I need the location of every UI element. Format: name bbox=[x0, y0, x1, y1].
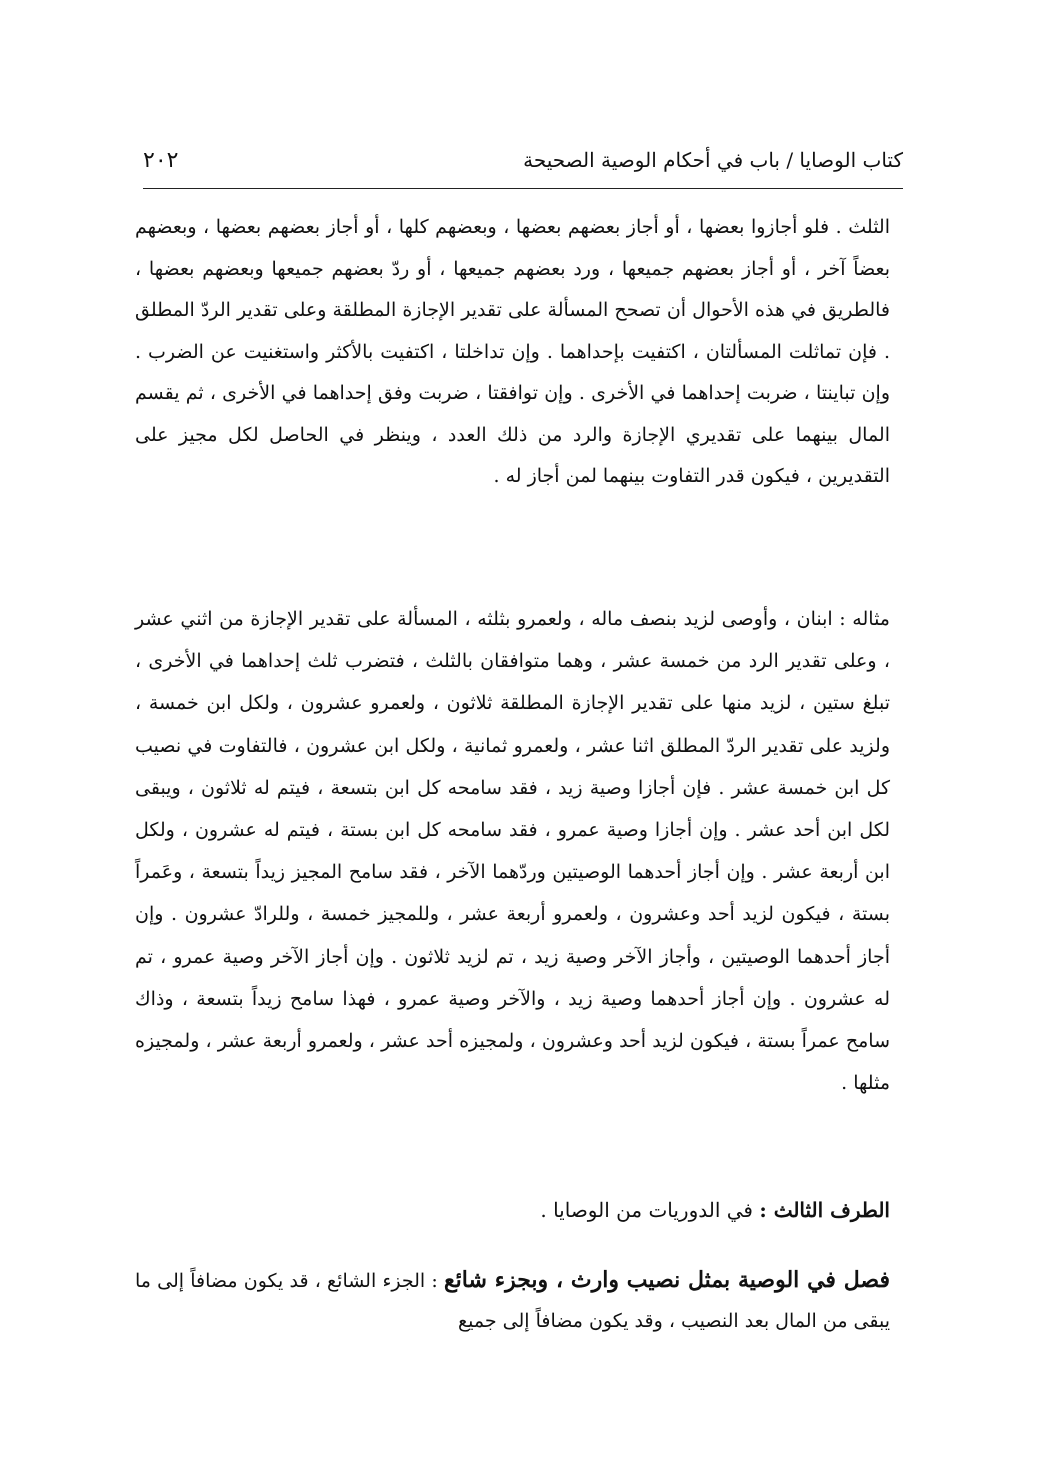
chapter-heading: فصل في الوصية بمثل نصيب وارث ، وبجزء شائع bbox=[443, 1267, 890, 1293]
paragraph-2: مثاله : ابنان ، وأوصى لزيد بنصف ماله ، ولعمرو بثلثه ، المسألة على تقدير الإجازة من اثني عشر ، وعلى تقدير الرد من خمسة عشر ، وهما متوافقان بالثلث ، فتضرب ثلث إحداهما في الأخرى ، تبلغ ستين ، لزيد منها على تقدير الإجازة المطلقة ثلاثون ، ولعمرو عشرون ، ولكل ابن خمسة ، ولزيد على تقدير الردّ المطلق اثنا عشر ، ولعمرو ثمانية ، ولكل ابن عشرون ، فالتفاوت في نصيب كل ابن خمسة عشر . فإن أجازا وصية زيد ، فقد سامحه كل ابن بتسعة ، فيتم له ثلاثون ، ويبقى لكل ابن أحد عشر . وإن أجازا وصية عمرو ، فقد سامحه كل ابن بستة ، فيتم له عشرون ، ولكل ابن أربعة عشر . وإن أجاز أحدهما الوصيتين وردّهما الآخر ، فقد سامح المجيز زيداً بتسعة ، وعَمراً بستة ، فيكون لزيد أحد وعشرون ، ولعمرو أربعة عشر ، وللمجيز خمسة ، وللرادّ عشرون . وإن أجاز أحدهما الوصيتين ، وأجاز الآخر وصية زيد ، تم لزيد ثلاثون . وإن أجاز الآخر وصية عمرو ، تم له عشرون . وإن أجاز أحدهما وصية زيد ، والآخر وصية عمرو ، فهذا سامح زيداً بتسعة ، وذاك سامح عمراً بستة ، فيكون لزيد أحد وعشرون ، ولمجيزه أحد عشر ، ولعمرو أربعة عشر ، ولمجيزه مثلها . bbox=[135, 608, 890, 1095]
page-number: ٢٠٢ bbox=[143, 148, 179, 173]
paragraph-chapter bbox=[135, 1260, 890, 1341]
header-divider bbox=[143, 188, 903, 189]
section-heading-label: الطرف الثالث : bbox=[759, 1198, 890, 1222]
section-heading-text: في الدوريات من الوصايا . bbox=[540, 1198, 760, 1222]
running-head: كتاب الوصايا / باب في أحكام الوصية الصحيحة bbox=[523, 148, 903, 172]
chapter-text: : الجزء الشائع ، قد يكون مضافاً إلى ما يبقى من المال بعد النصيب ، وقد يكون مضافاً إلى جميع bbox=[135, 1270, 890, 1332]
paragraph-1: الثلث . فلو أجازوا بعضها ، أو أجاز بعضهم بعضها ، وبعضهم كلها ، أو أجاز بعضهم بعضها ، وبعضهم بعضاً آخر ، أو أجاز بعضهم جميعها ، ورد بعضهم جميعها ، أو ردّ بعضهم جميعها وبعضهم بعضها ، فالطريق في هذه الأحوال أن تصحح المسألة على تقدير الإجازة المطلقة وعلى تقدير الردّ المطلق . فإن تماثلت المسألتان ، اكتفيت بإحداهما . وإن تداخلتا ، اكتفيت بالأكثر واستغنيت عن الضرب . وإن تباينتا ، ضربت إحداهما في الأخرى . وإن توافقتا ، ضربت وفق إحداهما في الأخرى ، ثم يقسم المال بينهما على تقديري الإجازة والرد من ذلك العدد ، وينظر في الحاصل لكل مجيز على التقديرين ، فيكون قدر التفاوت بينهما لمن أجاز له . bbox=[135, 216, 890, 487]
section-heading-third-part bbox=[135, 1195, 890, 1225]
page-header bbox=[143, 140, 903, 180]
